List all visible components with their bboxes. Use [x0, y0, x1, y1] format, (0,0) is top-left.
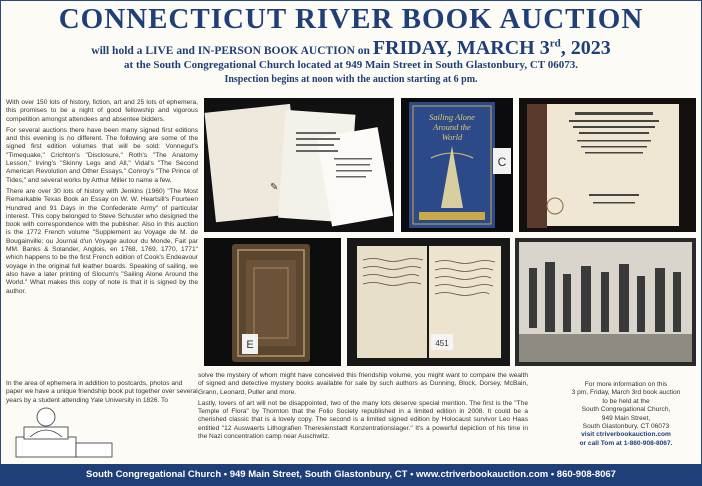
- phone-contact: or call Tom at 1-860-908-8067.: [579, 439, 673, 447]
- paragraph: solve the mystery of whom might have conceived this friendship volume, you might want to compare the wealth of signed and detective mystery books available for sale by such authors as Dunning, Block, Dorsey, McBain, Grann, Leonard, Puller and more.: [198, 372, 528, 396]
- photo-lot-number: 451: [435, 339, 449, 348]
- inspection-time: Inspection begins at noon with the auction starting at 6 pm.: [224, 74, 478, 85]
- svg-text:Around the: Around the: [433, 122, 471, 132]
- paragraph: With over 150 lots of history, fiction, art and 25 lots of ephemera, this promises to be a night of good fellowship and vigorous competition amongst attendees and absentee bidders.: [6, 99, 198, 123]
- photo-lot-letter: ✎: [270, 182, 279, 193]
- auction-location: at the South Congregational Church located at 949 Main Street in South Glastonbury, CT 06073.: [124, 59, 578, 71]
- photo-french-volume: [519, 98, 696, 232]
- website-link[interactable]: visit ctriverbookauction.com: [581, 431, 671, 439]
- page-title: CONNECTICUT RIVER BOOK AUCTION: [58, 3, 644, 35]
- auction-date: FRIDAY, MARCH 3rd, 2023: [372, 37, 611, 59]
- footer-bar: South Congregational Church • 949 Main Street, South Glastonbury, CT • www.ctriverbookauction.com • 860-908-8067: [0, 464, 702, 486]
- announce-live: LIVE: [145, 45, 174, 57]
- photo-sailing-alone-cover: [401, 98, 513, 232]
- svg-text:World: World: [441, 132, 463, 142]
- photo-lot-letter: C: [497, 155, 507, 169]
- announce-on: on: [357, 45, 370, 57]
- photo-leather-book: [204, 238, 341, 366]
- caption-column: [198, 372, 528, 444]
- paragraph: Lastly, lovers of art will not be disappointed, two of the many lots deserve special mention. The first is the "The Temple of Flora" by Thornton that the Folio Society republished in a limited edition in 2008. It could be a cherished classic that is a lovely copy. The second is a limited signed edition by Holocaust survivor Leo Haas entitled "12 Auswaerts Lithografien Theresienstadt Konzentrationslager." It's a powerful depiction of his time in the Nazi concentration camp near Auschwitz.: [198, 399, 528, 441]
- announce-text: will hold a: [91, 45, 143, 57]
- svg-text:Sailing Alone: Sailing Alone: [429, 112, 475, 122]
- photo-lithograph: [515, 238, 696, 366]
- announce-and: and: [176, 45, 195, 57]
- auction-announcement: [0, 37, 702, 60]
- bookworm-illustration: [10, 397, 120, 463]
- paragraph: There are over 30 lots of history with Jenkins (1960) "The Most Remarkable Texas Book an Essay on W. W. Heartsill's Fourteen Hundred and 91 Days in the Confederate Army" of particular interest. This copy belonged to Steve Schuster who designed the book with correspondence with the publisher. Also in this auction is the 1772 French volume "Supplement au Voyage de M. de Bougainville; ou Journal d'un Voyage autour du Monde, Fait par MM. Banks & Solander, Anglois, en 1768, 1769, 1770, 1771" which happens to be the first French edition of Cook's Endeavour voyage in the original full leather boards. Speaking of sailing, we also have a later printing of Slocum's "Sailing Alone Around the World." What makes this copy of note is that it is signed by the author.: [6, 187, 198, 295]
- announce-inperson: IN-PERSON BOOK AUCTION: [197, 45, 355, 57]
- ephemera-text: In the area of ephemera in addition to postcards, photos and paper we have a unique friendship book put together over several years by a student attending Yale University in 1826. To: [6, 380, 198, 404]
- photo-friendship-book: [347, 238, 510, 366]
- paragraph: For several auctions there have been many signed first editions and this evening is no different. The following are some of the signed first edition volumes that will be sold: Vonnegut's "Timequake," Crichton's "Disclosure," Roth's "The Anatomy Lesson," Irving's "Skinny Legs and All," Vidal's "The Second American Revolution and Other Essays," Conroy's "The Prince of Tides," and several works by Arthur Miller to name a few.: [6, 126, 198, 184]
- left-article-column: [6, 99, 198, 299]
- more-info-box: For more information on this 3 pm, Friday, March 3rd book auction to be held at the South Congregational Church, 949 Main Street, South Glastonbury, CT 06073 visit ctriverbookauction.com or call Tom at 1-860-908-8067.: [556, 381, 696, 448]
- photo-open-book: [204, 98, 394, 232]
- photo-lot-letter: E: [246, 339, 254, 351]
